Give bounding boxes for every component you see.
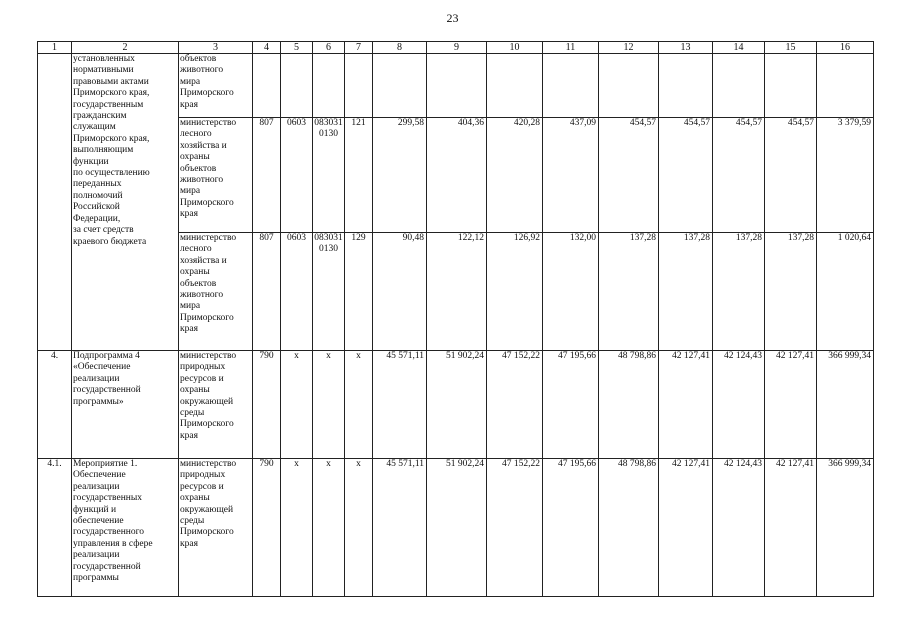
value-cell: 90,48: [373, 233, 427, 351]
value-cell: 42 124,43: [713, 351, 765, 459]
text-line: хозяйства и: [180, 255, 227, 266]
text-line: природных: [180, 470, 226, 481]
text-line: охраны: [180, 385, 210, 396]
value-cell: 420,28: [487, 118, 543, 233]
value-cell: 51 902,24: [427, 459, 487, 597]
text-line: функций и: [73, 504, 117, 515]
text-line: животного: [180, 175, 224, 186]
code-cell: 807: [253, 233, 281, 351]
code-cell: 807: [253, 118, 281, 233]
value-cell: 45 571,11: [373, 351, 427, 459]
text-line: краевого бюджета: [73, 236, 147, 247]
value-cell: 47 195,66: [543, 459, 599, 597]
row-number-cell: 4.1.: [38, 459, 72, 597]
header-cell: 11: [543, 42, 599, 54]
text-line: Приморского: [180, 527, 234, 538]
text-line: государственной: [73, 385, 141, 396]
header-cell: 14: [713, 42, 765, 54]
text-line: Российской: [73, 202, 120, 213]
value-cell: 51 902,24: [427, 351, 487, 459]
text-line: за счет средств: [73, 225, 134, 236]
text-line: животного: [180, 290, 224, 301]
code-cell: 0603: [281, 118, 313, 233]
text-line: 0130: [319, 244, 338, 255]
text-line: по осуществлению: [73, 168, 150, 179]
row-number-cell: [38, 54, 72, 351]
table-row: [38, 459, 874, 597]
code-cell: 790: [253, 351, 281, 459]
text-line: Обеспечение: [73, 470, 126, 481]
cell: [373, 54, 427, 118]
code-cell: х: [345, 459, 373, 597]
value-cell: 454,57: [765, 118, 817, 233]
text-line: нормативными: [73, 65, 134, 76]
value-cell: 366 999,34: [817, 459, 874, 597]
text-line: окружающей: [180, 396, 234, 407]
value-cell: 132,00: [543, 233, 599, 351]
budget-table: [37, 41, 874, 597]
value-cell: 42 127,41: [765, 459, 817, 597]
text-line: мира: [180, 301, 201, 312]
value-cell: 3 379,59: [817, 118, 874, 233]
cell: [427, 54, 487, 118]
header-row: [38, 42, 874, 54]
cell: [487, 54, 543, 118]
text-line: природных: [180, 362, 226, 373]
value-cell: 437,09: [543, 118, 599, 233]
text-line: Приморского: [180, 312, 234, 323]
header-cell: 10: [487, 42, 543, 54]
code-cell: [313, 233, 345, 351]
cell: [817, 54, 874, 118]
text-line: служащим: [73, 122, 116, 133]
text-line: министерство: [180, 459, 237, 469]
text-line: программы»: [73, 396, 124, 407]
text-line: управления в сфере: [73, 538, 153, 549]
text-line: охраны: [180, 267, 210, 278]
text-line: гражданским: [73, 111, 127, 122]
text-line: лесного: [180, 129, 212, 140]
executor-cell: [179, 233, 253, 351]
header-cell: 15: [765, 42, 817, 54]
text-line: ресурсов и: [180, 373, 224, 384]
text-line: хозяйства и: [180, 140, 227, 151]
text-line: функции: [73, 156, 109, 167]
executor-cell: [179, 459, 253, 597]
text-line: объектов: [180, 54, 217, 64]
text-line: объектов: [180, 278, 217, 289]
code-cell: 129: [345, 233, 373, 351]
text-line: Приморского края,: [73, 88, 150, 99]
value-cell: 137,28: [599, 233, 659, 351]
row-number-cell: 4.: [38, 351, 72, 459]
value-cell: 42 127,41: [765, 351, 817, 459]
code-cell: х: [345, 351, 373, 459]
table-row: [38, 54, 874, 118]
text-line: министерство: [180, 118, 237, 128]
text-line: программы: [73, 573, 119, 584]
header-cell: 5: [281, 42, 313, 54]
value-cell: 299,58: [373, 118, 427, 233]
text-line: государственных: [73, 493, 143, 504]
value-cell: 454,57: [713, 118, 765, 233]
value-cell: 454,57: [659, 118, 713, 233]
text-line: 083031: [314, 233, 343, 243]
text-line: охраны: [180, 493, 210, 504]
text-line: края: [180, 538, 198, 549]
code-cell: 790: [253, 459, 281, 597]
header-cell: 2: [72, 42, 179, 54]
header-cell: 8: [373, 42, 427, 54]
cell: [281, 54, 313, 118]
text-line: выполняющим: [73, 145, 134, 156]
header-cell: 16: [817, 42, 874, 54]
text-line: полномочий: [73, 190, 123, 201]
value-cell: 48 798,86: [599, 351, 659, 459]
value-cell: 122,12: [427, 233, 487, 351]
value-cell: 47 195,66: [543, 351, 599, 459]
header-cell: 4: [253, 42, 281, 54]
description-cell: [72, 54, 179, 351]
value-cell: 137,28: [713, 233, 765, 351]
text-line: мира: [180, 76, 201, 87]
text-line: государственной: [73, 561, 141, 572]
value-cell: 126,92: [487, 233, 543, 351]
value-cell: 47 152,22: [487, 459, 543, 597]
text-line: переданных: [73, 179, 122, 190]
text-line: края: [180, 99, 198, 110]
cell: [313, 54, 345, 118]
value-cell: 42 127,41: [659, 459, 713, 597]
text-line: края: [180, 209, 198, 220]
page-number: 23: [446, 11, 459, 25]
text-line: 083031: [314, 118, 343, 128]
text-line: Приморского: [180, 419, 234, 430]
cell: [659, 54, 713, 118]
code-cell: 0603: [281, 233, 313, 351]
description-cell: [72, 459, 179, 597]
text-line: государственного: [73, 527, 145, 538]
cell: [345, 54, 373, 118]
text-line: Мероприятие 1.: [73, 459, 138, 469]
code-cell: х: [281, 459, 313, 597]
code-cell: 121: [345, 118, 373, 233]
text-line: реализации: [73, 481, 120, 492]
text-line: мира: [180, 186, 201, 197]
table-row: [38, 351, 874, 459]
text-line: реализации: [73, 550, 120, 561]
value-cell: 47 152,22: [487, 351, 543, 459]
text-line: Приморского: [180, 88, 234, 99]
code-cell: [313, 118, 345, 233]
header-cell: 13: [659, 42, 713, 54]
text-line: окружающей: [180, 504, 234, 515]
text-line: Приморского края,: [73, 133, 150, 144]
text-line: объектов: [180, 163, 217, 174]
text-line: среды: [180, 408, 205, 419]
text-line: государственным: [73, 99, 144, 110]
text-line: правовыми актами: [73, 76, 149, 87]
executor-cell: [179, 118, 253, 233]
cell: [713, 54, 765, 118]
text-line: реализации: [73, 373, 120, 384]
text-line: края: [180, 430, 198, 441]
text-line: Подпрограмма 4: [73, 351, 140, 361]
description-cell: [72, 351, 179, 459]
code-cell: х: [313, 459, 345, 597]
value-cell: 454,57: [599, 118, 659, 233]
header-cell: 1: [38, 42, 72, 54]
text-line: 0130: [319, 129, 338, 140]
code-cell: х: [281, 351, 313, 459]
text-line: среды: [180, 516, 205, 527]
value-cell: 42 127,41: [659, 351, 713, 459]
text-line: ресурсов и: [180, 481, 224, 492]
executor-cell: [179, 351, 253, 459]
text-line: Приморского: [180, 197, 234, 208]
header-cell: 6: [313, 42, 345, 54]
text-line: Федерации,: [73, 213, 121, 224]
text-line: установленных: [73, 54, 135, 64]
executor-cell: [179, 54, 253, 118]
header-cell: 7: [345, 42, 373, 54]
text-line: лесного: [180, 244, 212, 255]
cell: [543, 54, 599, 118]
value-cell: 42 124,43: [713, 459, 765, 597]
header-cell: 9: [427, 42, 487, 54]
header-cell: 12: [599, 42, 659, 54]
value-cell: 1 020,64: [817, 233, 874, 351]
header-cell: 3: [179, 42, 253, 54]
value-cell: 366 999,34: [817, 351, 874, 459]
value-cell: 404,36: [427, 118, 487, 233]
value-cell: 137,28: [765, 233, 817, 351]
value-cell: 45 571,11: [373, 459, 427, 597]
cell: [765, 54, 817, 118]
text-line: охраны: [180, 152, 210, 163]
text-line: края: [180, 324, 198, 335]
text-line: «Обеспечение: [73, 362, 131, 373]
value-cell: 137,28: [659, 233, 713, 351]
code-cell: х: [313, 351, 345, 459]
cell: [253, 54, 281, 118]
text-line: министерство: [180, 233, 237, 243]
cell: [599, 54, 659, 118]
value-cell: 48 798,86: [599, 459, 659, 597]
text-line: министерство: [180, 351, 237, 361]
text-line: обеспечение: [73, 516, 124, 527]
text-line: животного: [180, 65, 224, 76]
